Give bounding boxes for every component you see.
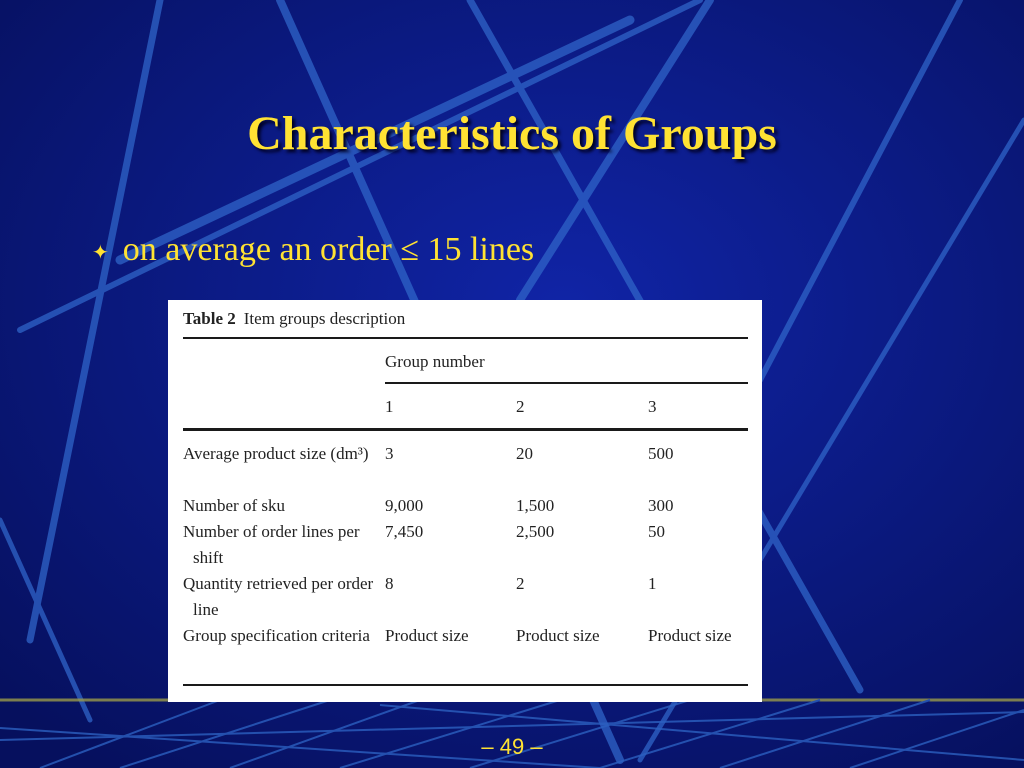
cell-quantity-g3: 1 bbox=[648, 574, 657, 593]
group-number-header: Group number bbox=[385, 352, 485, 371]
bullet-text: on average an order ≤ 15 lines bbox=[122, 231, 535, 268]
cell-avg-size-g3: 500 bbox=[648, 444, 674, 463]
cell-avg-size-g2: 20 bbox=[516, 444, 533, 463]
cell-criteria-g2: Product size bbox=[516, 626, 600, 645]
table-bottom-rule bbox=[183, 684, 748, 686]
row-label-order-lines-per-shift: Number of order lines per shift bbox=[183, 522, 360, 567]
bullet-item bbox=[92, 228, 534, 272]
cell-sku-g2: 1,500 bbox=[516, 496, 555, 515]
cell-order-lines-g3: 50 bbox=[648, 522, 665, 541]
page-number: – 49 – bbox=[481, 734, 543, 759]
cell-quantity-g2: 2 bbox=[516, 574, 525, 593]
cell-order-lines-g2: 2,500 bbox=[516, 522, 555, 541]
table-caption-label: Table 2 bbox=[183, 309, 236, 328]
group-header-rule bbox=[385, 382, 748, 384]
table-top-rule bbox=[183, 337, 748, 339]
item-groups-table bbox=[168, 300, 762, 702]
slide-title: Characteristics of Groups bbox=[247, 107, 777, 160]
row-label-number-of-sku: Number of sku bbox=[183, 496, 285, 515]
group-number-2: 2 bbox=[516, 397, 525, 416]
cell-criteria-g1: Product size bbox=[385, 626, 469, 645]
cell-sku-g1: 9,000 bbox=[385, 496, 424, 515]
cell-quantity-g1: 8 bbox=[385, 574, 394, 593]
group-number-1: 1 bbox=[385, 397, 394, 416]
table-caption bbox=[183, 308, 405, 330]
cell-avg-size-g1: 3 bbox=[385, 444, 394, 463]
cell-sku-g3: 300 bbox=[648, 496, 674, 515]
cell-criteria-g3: Product size bbox=[648, 626, 732, 645]
four-pointed-star-icon: ✦ bbox=[92, 240, 109, 264]
cell-order-lines-g1: 7,450 bbox=[385, 522, 424, 541]
table-caption-text: Item groups description bbox=[243, 309, 406, 328]
row-label-group-specification: Group specification criteria bbox=[183, 626, 370, 645]
table-header-rule bbox=[183, 428, 748, 431]
row-label-quantity-retrieved: Quantity retrieved per order line bbox=[183, 574, 374, 619]
group-number-3: 3 bbox=[648, 397, 657, 416]
row-label-average-product-size: Average product size (dm³) bbox=[183, 444, 369, 463]
